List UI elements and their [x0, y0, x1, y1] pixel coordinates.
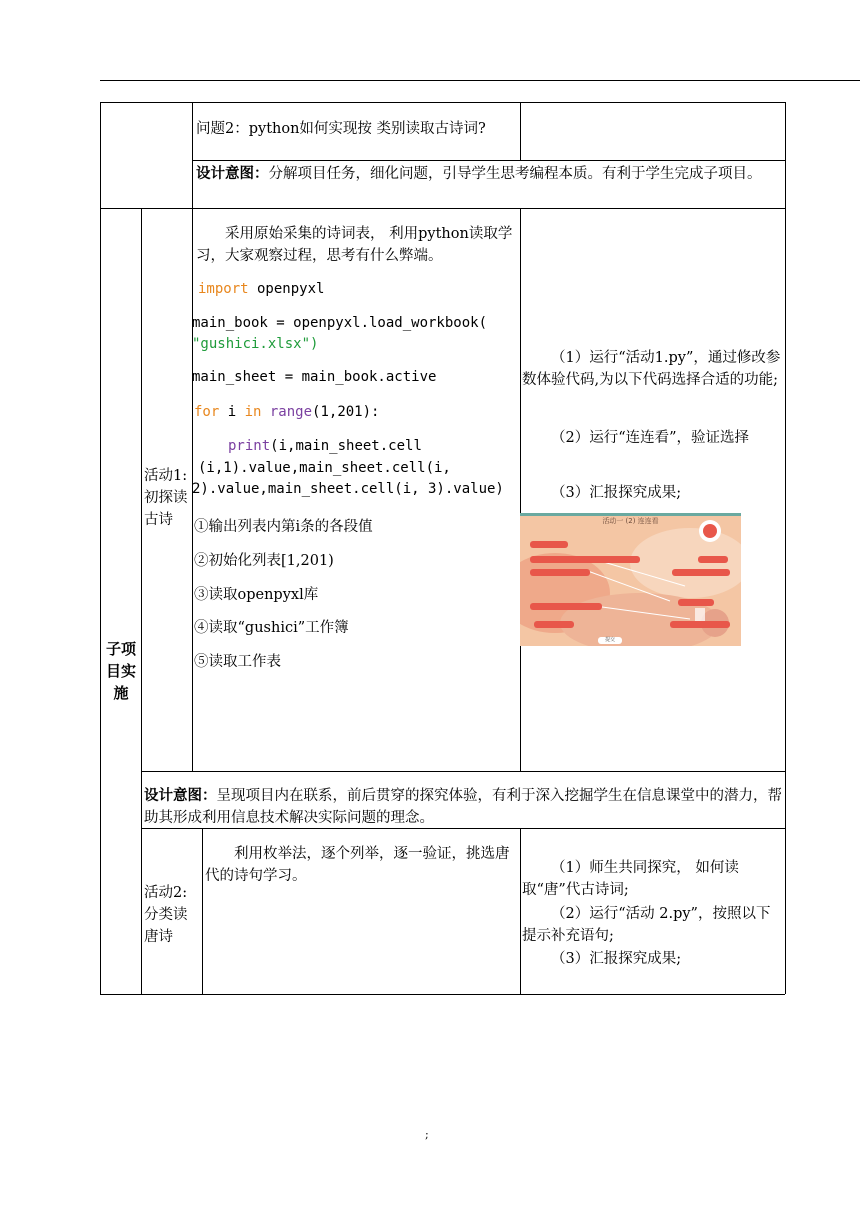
thumb-pill: [530, 556, 640, 563]
design-intent-text: 分解项目任务，细化问题，引导学生思考编程本质。有利于学生完成子项目。: [268, 166, 762, 182]
code-import: import: [198, 281, 249, 297]
thumb-pill: [698, 556, 728, 563]
thumb-pill: [678, 599, 714, 606]
code-for: for: [194, 404, 220, 420]
design-intent-2-text: 呈现项目内在联系，前后贯穿的探究体验，有利于深入挖掘学生在信息课堂中的潜力，帮助其形成利用信息技术解决实际问题的理念。: [144, 788, 782, 826]
matching-game-screenshot: [520, 513, 741, 646]
code-import-module: openpyxl: [248, 281, 325, 297]
code-line-6: (i,1).value,main_sheet.cell(i,: [198, 460, 451, 476]
code-print: print: [228, 438, 271, 454]
design-intent-2-label: 设计意图：: [144, 787, 217, 804]
activity1-task-2: （2）运行“连连看”，验证选择: [551, 430, 750, 446]
activity2-task-2: （2）运行“活动 2.py”，按照以下提示补充语句;: [522, 906, 771, 944]
activity2-task-1: （1）师生共同探究， 如何读取“唐”代古诗词;: [522, 860, 739, 898]
activity1-intro: 采用原始采集的诗词表， 利用python读取学习，大家观察过程，思考有什么弊端。: [196, 226, 513, 264]
option-3: ③读取openpyxl库: [194, 587, 319, 603]
code-line-2-string: "gushici.xlsx"): [192, 336, 319, 352]
design-intent-label: 设计意图：: [196, 165, 269, 182]
thumb-pill: [534, 621, 574, 628]
footer-mark: ;: [425, 1128, 429, 1141]
design-intent-2: [144, 785, 782, 829]
option-2: ②初始化列表[1,201): [194, 553, 334, 569]
activity1-name: 活动1:初探读古诗: [144, 468, 188, 528]
thumb-pill: [530, 603, 602, 610]
code-line-1: [198, 281, 324, 297]
thumbnail-submit-button: 提交: [598, 637, 622, 644]
code-var: i: [219, 404, 245, 420]
question-text: 问题2：python如何实现按 类别读取古诗词?: [196, 121, 486, 137]
thumb-pill: [670, 621, 730, 628]
side-label: 子项目实施: [105, 640, 136, 702]
option-5: ⑤读取工作表: [194, 654, 281, 670]
thumb-pill: [530, 569, 590, 576]
activity2-task-3: （3）汇报探究成果;: [551, 951, 682, 967]
code-line-4: [194, 404, 379, 420]
code-in: in: [244, 404, 262, 420]
activity1-task-3: （3）汇报探究成果;: [551, 485, 682, 501]
thumbnail-title: 活动一 (2) 连连看: [602, 517, 659, 525]
code-line-2: main_book = openpyxl.load_workbook(: [192, 315, 488, 331]
code-range-args: (1,201):: [312, 404, 380, 420]
thumb-pill: [530, 541, 568, 548]
option-1: ①输出列表内第i条的各段值: [194, 519, 373, 535]
code-line-5: [228, 438, 422, 454]
code-print-args: (i,main_sheet.cell: [270, 438, 422, 454]
activity2-name: 活动2:分类读唐诗: [144, 885, 188, 945]
code-line-7: 2).value,main_sheet.cell(i, 3).value): [192, 481, 504, 497]
code-range: range: [261, 404, 313, 420]
design-intent-1: [196, 163, 781, 185]
code-line-3: main_sheet = main_book.active: [192, 369, 437, 385]
activity1-task-1: （1）运行“活动1.py”，通过修改参数体验代码,为以下代码选择合适的功能;: [522, 350, 781, 388]
activity2-intro: 利用枚举法，逐个列举，逐一验证，挑选唐代的诗句学习。: [205, 846, 510, 884]
option-4: ④读取“gushici”工作簿: [194, 620, 349, 636]
header-rule: [100, 80, 860, 81]
thumb-pill: [672, 569, 730, 576]
